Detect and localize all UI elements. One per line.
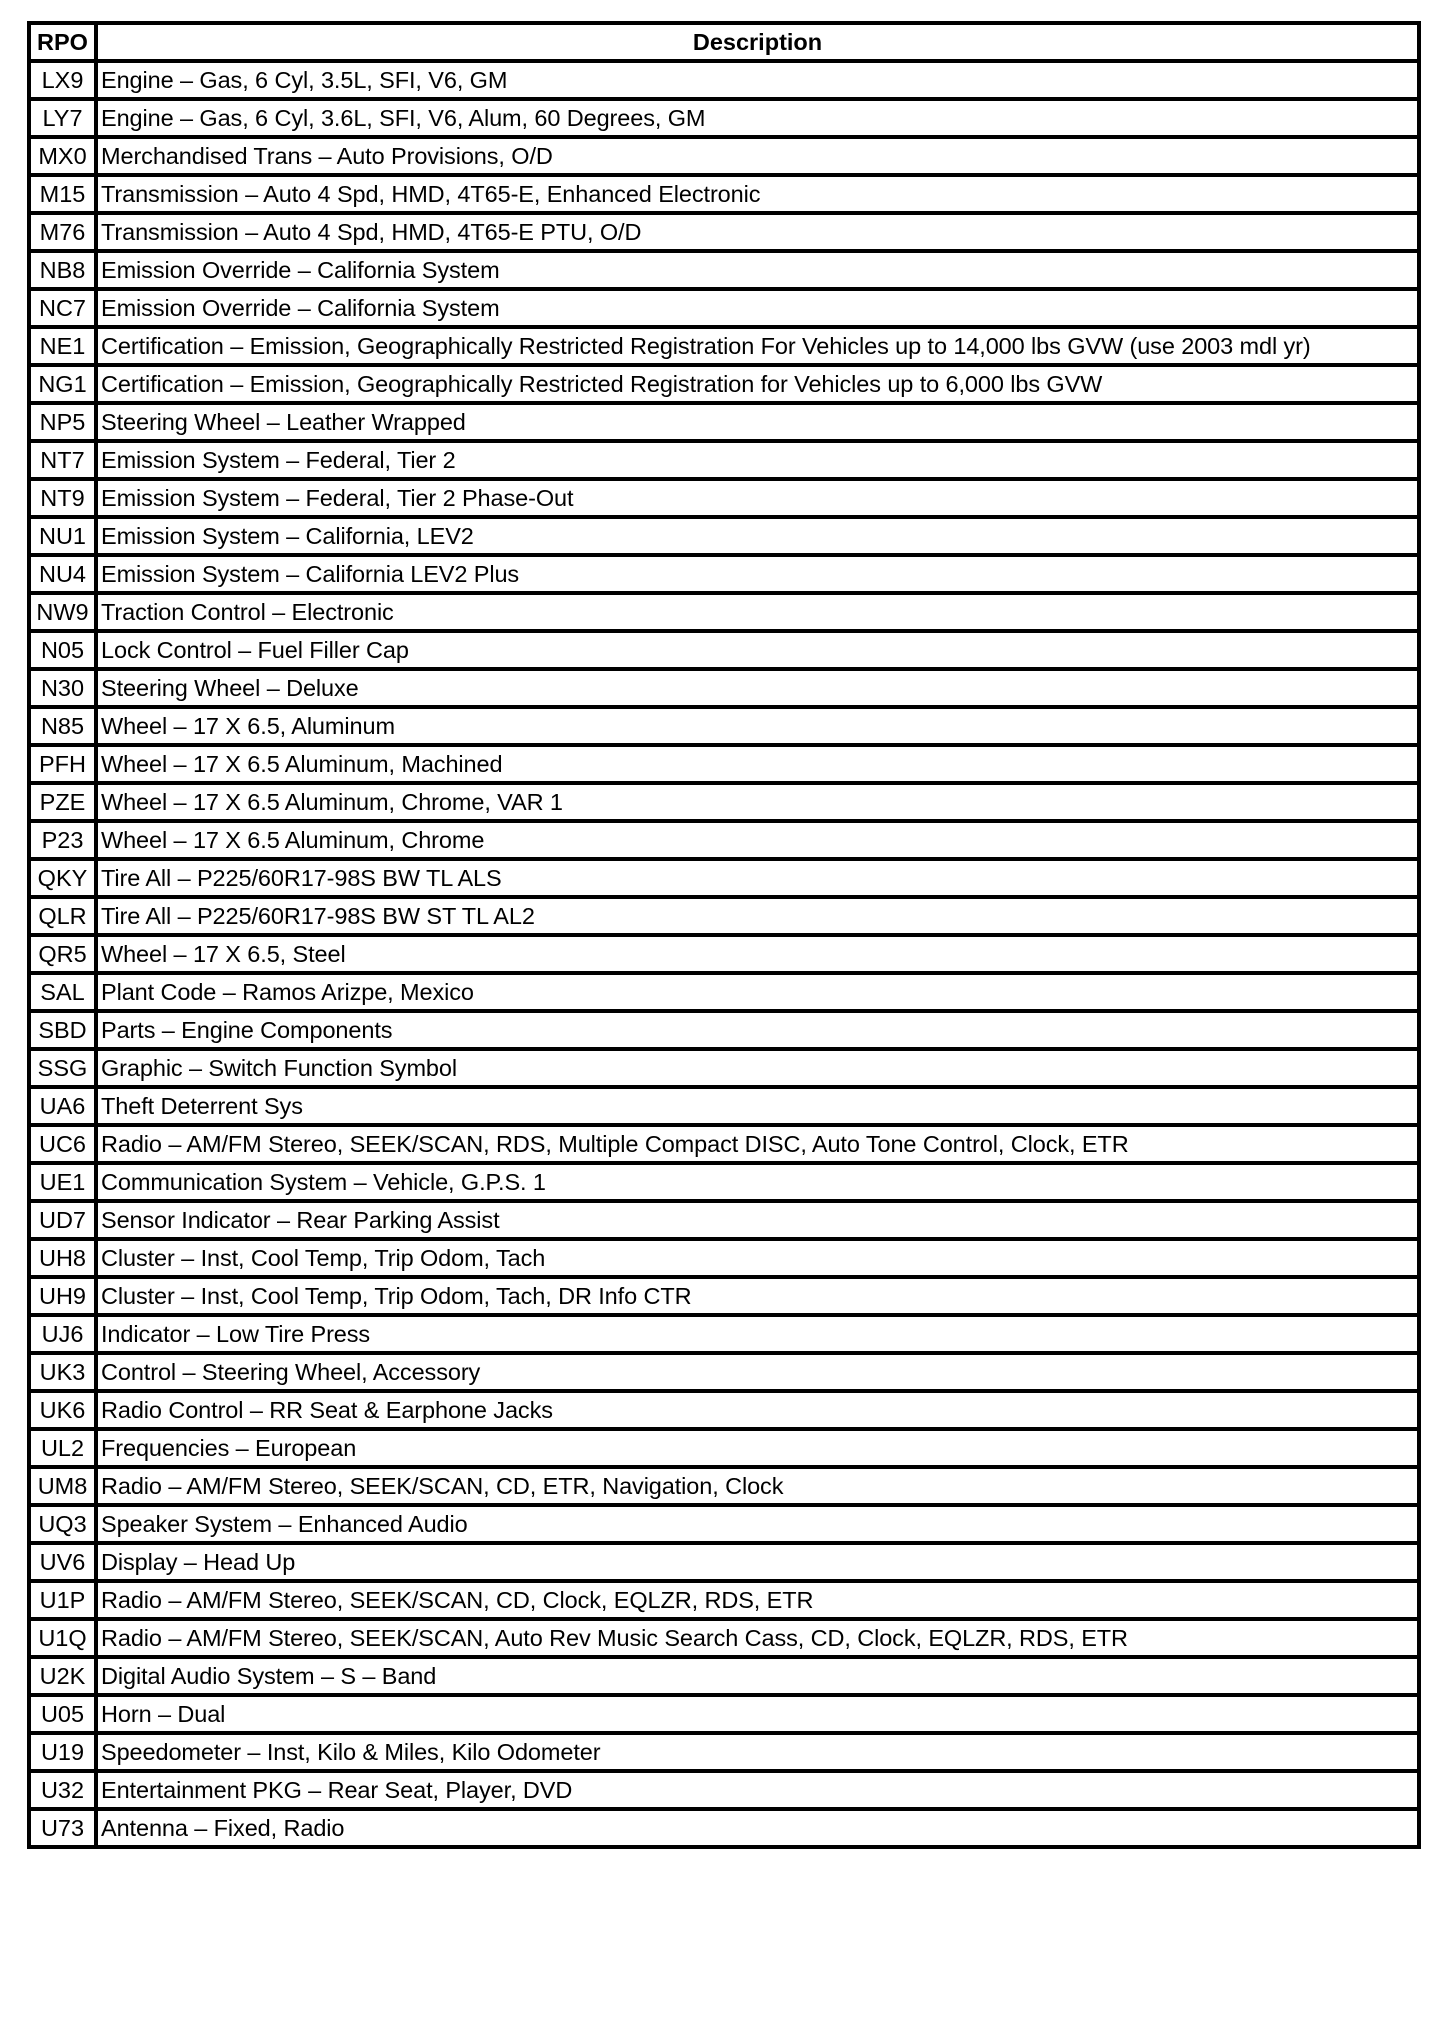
rpo-code-cell: NT7: [29, 441, 96, 479]
rpo-code-cell: UA6: [29, 1087, 96, 1125]
table-row: [29, 1429, 1419, 1467]
description-column-header: Description: [96, 23, 1419, 61]
table-row: [29, 1505, 1419, 1543]
rpo-code-cell: N30: [29, 669, 96, 707]
rpo-code-cell: U32: [29, 1771, 96, 1809]
rpo-code-cell: N05: [29, 631, 96, 669]
description-cell: Emission Override – California System: [96, 289, 1419, 327]
description-cell: Radio – AM/FM Stereo, SEEK/SCAN, CD, ETR, Navigation, Clock: [96, 1467, 1419, 1505]
description-cell: Certification – Emission, Geographically Restricted Registration For Vehicles up to 14,000 lbs GVW (use 2003 mdl yr): [96, 327, 1419, 365]
description-cell: Emission Override – California System: [96, 251, 1419, 289]
table-row: [29, 1391, 1419, 1429]
description-cell: Transmission – Auto 4 Spd, HMD, 4T65-E PTU, O/D: [96, 213, 1419, 251]
table-row: [29, 1657, 1419, 1695]
table-row: [29, 1277, 1419, 1315]
table-header-row: [29, 23, 1419, 61]
table-body: [29, 61, 1419, 1847]
table-row: [29, 99, 1419, 137]
table-row: [29, 1581, 1419, 1619]
rpo-code-cell: N85: [29, 707, 96, 745]
rpo-column-header: RPO: [29, 23, 96, 61]
description-cell: Speaker System – Enhanced Audio: [96, 1505, 1419, 1543]
table-row: [29, 593, 1419, 631]
description-cell: Emission System – Federal, Tier 2: [96, 441, 1419, 479]
rpo-code-cell: QR5: [29, 935, 96, 973]
rpo-code-cell: LX9: [29, 61, 96, 99]
table-row: [29, 555, 1419, 593]
table-row: [29, 707, 1419, 745]
rpo-code-cell: NP5: [29, 403, 96, 441]
rpo-code-cell: NE1: [29, 327, 96, 365]
description-cell: Communication System – Vehicle, G.P.S. 1: [96, 1163, 1419, 1201]
description-cell: Wheel – 17 X 6.5 Aluminum, Chrome: [96, 821, 1419, 859]
rpo-code-cell: PFH: [29, 745, 96, 783]
description-cell: Emission System – California LEV2 Plus: [96, 555, 1419, 593]
description-cell: Horn – Dual: [96, 1695, 1419, 1733]
rpo-code-cell: SBD: [29, 1011, 96, 1049]
rpo-code-cell: UH8: [29, 1239, 96, 1277]
table-row: [29, 1201, 1419, 1239]
description-cell: Emission System – Federal, Tier 2 Phase-Out: [96, 479, 1419, 517]
rpo-code-cell: NU4: [29, 555, 96, 593]
table-row: [29, 441, 1419, 479]
rpo-code-cell: M76: [29, 213, 96, 251]
rpo-code-cell: SSG: [29, 1049, 96, 1087]
description-cell: Transmission – Auto 4 Spd, HMD, 4T65-E, Enhanced Electronic: [96, 175, 1419, 213]
description-cell: Steering Wheel – Leather Wrapped: [96, 403, 1419, 441]
rpo-code-cell: UD7: [29, 1201, 96, 1239]
table-row: [29, 973, 1419, 1011]
rpo-code-cell: PZE: [29, 783, 96, 821]
table-row: [29, 1353, 1419, 1391]
table-row: [29, 935, 1419, 973]
description-cell: Antenna – Fixed, Radio: [96, 1809, 1419, 1847]
rpo-code-cell: P23: [29, 821, 96, 859]
rpo-code-cell: U05: [29, 1695, 96, 1733]
rpo-code-cell: NU1: [29, 517, 96, 555]
rpo-code-cell: NB8: [29, 251, 96, 289]
table-row: [29, 1315, 1419, 1353]
rpo-code-cell: UH9: [29, 1277, 96, 1315]
table-row: [29, 821, 1419, 859]
table-row: [29, 897, 1419, 935]
table-row: [29, 517, 1419, 555]
table-row: [29, 1543, 1419, 1581]
rpo-code-cell: MX0: [29, 137, 96, 175]
table-row: [29, 479, 1419, 517]
rpo-code-cell: U19: [29, 1733, 96, 1771]
rpo-code-cell: NW9: [29, 593, 96, 631]
table-row: [29, 783, 1419, 821]
table-row: [29, 1239, 1419, 1277]
table-row: [29, 1467, 1419, 1505]
description-cell: Wheel – 17 X 6.5, Steel: [96, 935, 1419, 973]
description-cell: Wheel – 17 X 6.5 Aluminum, Machined: [96, 745, 1419, 783]
table-row: [29, 1011, 1419, 1049]
table-row: [29, 1733, 1419, 1771]
table-row: [29, 1809, 1419, 1847]
table-row: [29, 1125, 1419, 1163]
rpo-code-cell: UE1: [29, 1163, 96, 1201]
rpo-code-cell: NT9: [29, 479, 96, 517]
table-row: [29, 1619, 1419, 1657]
rpo-code-cell: U1Q: [29, 1619, 96, 1657]
description-cell: Control – Steering Wheel, Accessory: [96, 1353, 1419, 1391]
table-row: [29, 137, 1419, 175]
rpo-code-cell: UK3: [29, 1353, 96, 1391]
table-row: [29, 1049, 1419, 1087]
table-row: [29, 175, 1419, 213]
description-cell: Emission System – California, LEV2: [96, 517, 1419, 555]
description-cell: Speedometer – Inst, Kilo & Miles, Kilo Odometer: [96, 1733, 1419, 1771]
description-cell: Radio Control – RR Seat & Earphone Jacks: [96, 1391, 1419, 1429]
description-cell: Radio – AM/FM Stereo, SEEK/SCAN, CD, Clock, EQLZR, RDS, ETR: [96, 1581, 1419, 1619]
table-row: [29, 289, 1419, 327]
description-cell: Theft Deterrent Sys: [96, 1087, 1419, 1125]
rpo-code-cell: UL2: [29, 1429, 96, 1467]
description-cell: Frequencies – European: [96, 1429, 1419, 1467]
description-cell: Tire All – P225/60R17-98S BW TL ALS: [96, 859, 1419, 897]
description-cell: Radio – AM/FM Stereo, SEEK/SCAN, Auto Rev Music Search Cass, CD, Clock, EQLZR, RDS, ETR: [96, 1619, 1419, 1657]
description-cell: Graphic – Switch Function Symbol: [96, 1049, 1419, 1087]
rpo-code-cell: M15: [29, 175, 96, 213]
table-row: [29, 1695, 1419, 1733]
table-row: [29, 745, 1419, 783]
rpo-code-cell: U2K: [29, 1657, 96, 1695]
table-row: [29, 1771, 1419, 1809]
table-row: [29, 61, 1419, 99]
rpo-code-cell: UM8: [29, 1467, 96, 1505]
rpo-code-cell: UQ3: [29, 1505, 96, 1543]
table-row: [29, 1087, 1419, 1125]
table-row: [29, 213, 1419, 251]
description-cell: Merchandised Trans – Auto Provisions, O/D: [96, 137, 1419, 175]
rpo-code-cell: U1P: [29, 1581, 96, 1619]
rpo-code-cell: QKY: [29, 859, 96, 897]
rpo-code-cell: UC6: [29, 1125, 96, 1163]
description-cell: Sensor Indicator – Rear Parking Assist: [96, 1201, 1419, 1239]
rpo-code-table: [27, 21, 1421, 1849]
description-cell: Lock Control – Fuel Filler Cap: [96, 631, 1419, 669]
description-cell: Cluster – Inst, Cool Temp, Trip Odom, Tach, DR Info CTR: [96, 1277, 1419, 1315]
description-cell: Certification – Emission, Geographically Restricted Registration for Vehicles up to 6,000 lbs GVW: [96, 365, 1419, 403]
table-row: [29, 327, 1419, 365]
rpo-code-cell: UJ6: [29, 1315, 96, 1353]
table-row: [29, 403, 1419, 441]
description-cell: Indicator – Low Tire Press: [96, 1315, 1419, 1353]
description-cell: Cluster – Inst, Cool Temp, Trip Odom, Tach: [96, 1239, 1419, 1277]
rpo-code-cell: QLR: [29, 897, 96, 935]
rpo-code-cell: UK6: [29, 1391, 96, 1429]
description-cell: Digital Audio System – S – Band: [96, 1657, 1419, 1695]
rpo-code-cell: UV6: [29, 1543, 96, 1581]
rpo-code-cell: SAL: [29, 973, 96, 1011]
table-row: [29, 1163, 1419, 1201]
description-cell: Display – Head Up: [96, 1543, 1419, 1581]
rpo-code-document: [27, 21, 1417, 1849]
description-cell: Parts – Engine Components: [96, 1011, 1419, 1049]
rpo-code-cell: NG1: [29, 365, 96, 403]
description-cell: Radio – AM/FM Stereo, SEEK/SCAN, RDS, Multiple Compact DISC, Auto Tone Control, Clock, ETR: [96, 1125, 1419, 1163]
description-cell: Plant Code – Ramos Arizpe, Mexico: [96, 973, 1419, 1011]
description-cell: Entertainment PKG – Rear Seat, Player, DVD: [96, 1771, 1419, 1809]
table-row: [29, 859, 1419, 897]
table-row: [29, 365, 1419, 403]
description-cell: Tire All – P225/60R17-98S BW ST TL AL2: [96, 897, 1419, 935]
description-cell: Engine – Gas, 6 Cyl, 3.6L, SFI, V6, Alum, 60 Degrees, GM: [96, 99, 1419, 137]
rpo-code-cell: U73: [29, 1809, 96, 1847]
table-row: [29, 669, 1419, 707]
description-cell: Engine – Gas, 6 Cyl, 3.5L, SFI, V6, GM: [96, 61, 1419, 99]
description-cell: Wheel – 17 X 6.5, Aluminum: [96, 707, 1419, 745]
description-cell: Steering Wheel – Deluxe: [96, 669, 1419, 707]
rpo-code-cell: LY7: [29, 99, 96, 137]
description-cell: Wheel – 17 X 6.5 Aluminum, Chrome, VAR 1: [96, 783, 1419, 821]
rpo-code-cell: NC7: [29, 289, 96, 327]
table-row: [29, 251, 1419, 289]
description-cell: Traction Control – Electronic: [96, 593, 1419, 631]
table-row: [29, 631, 1419, 669]
